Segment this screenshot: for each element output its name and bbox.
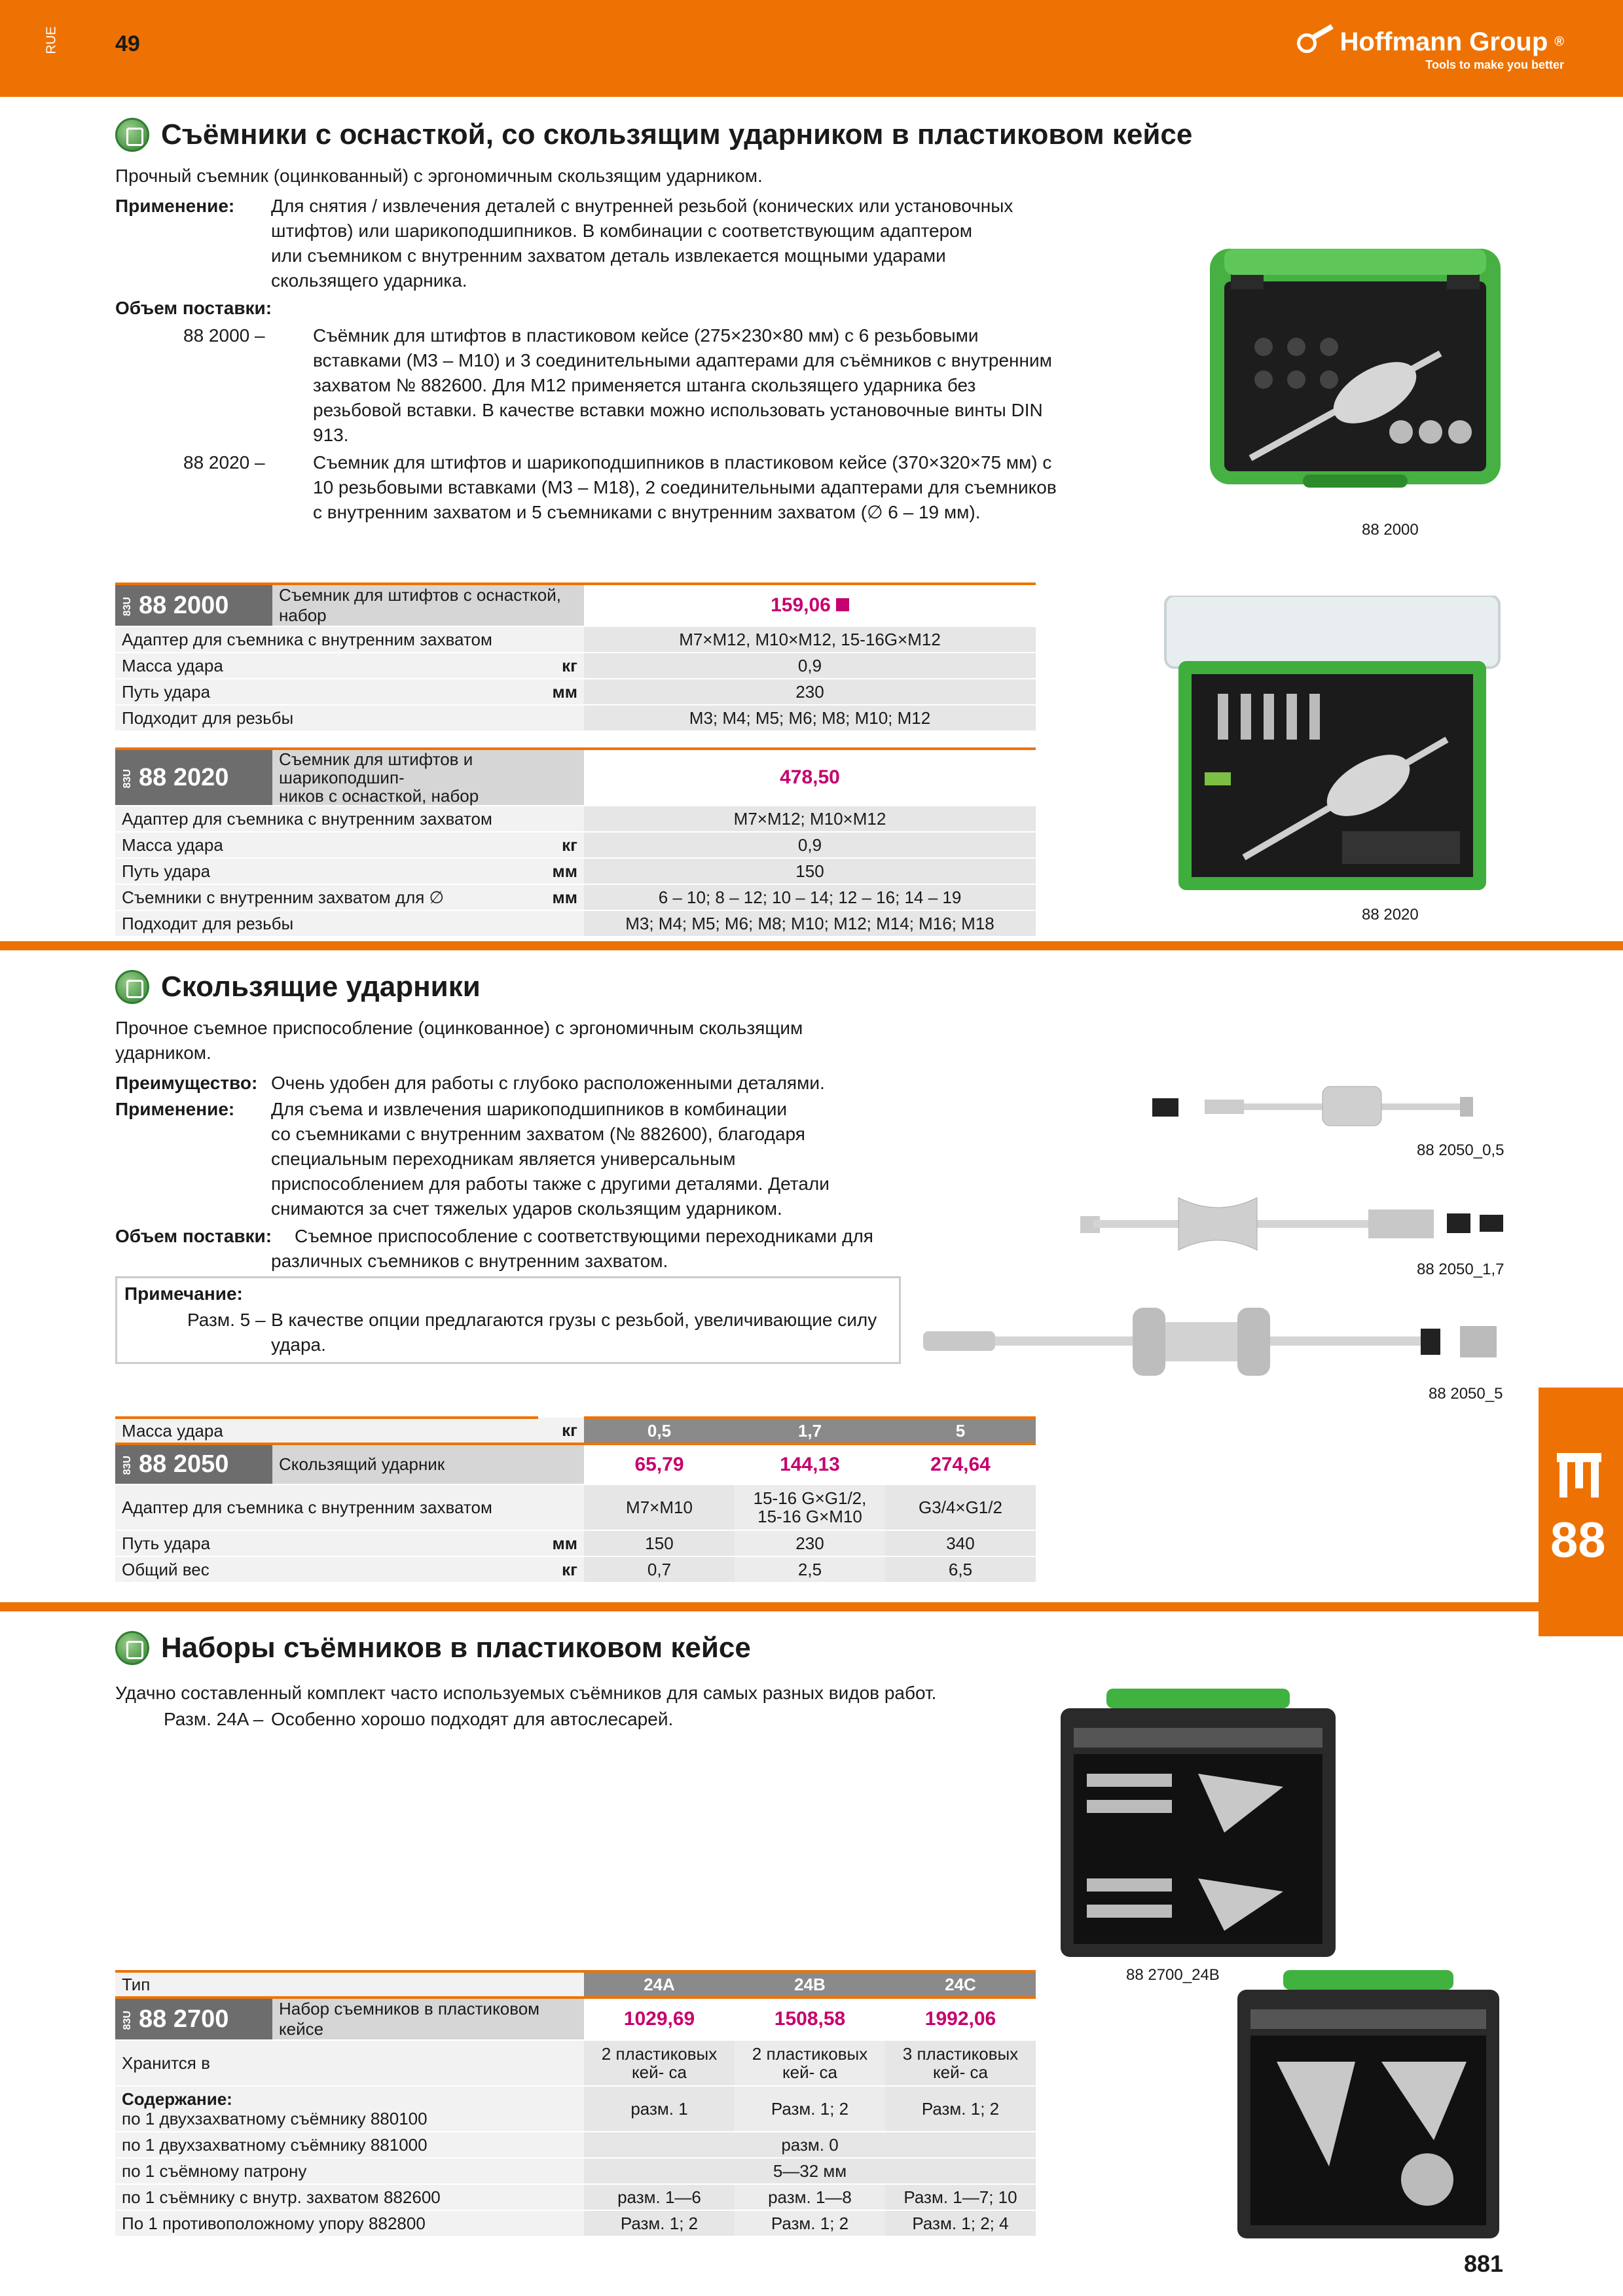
- section-divider: [0, 1602, 1623, 1611]
- scope-label: Объем поставки:: [115, 298, 272, 318]
- table-row: по 1 двухзахватному съёмнику 881000 разм. 0: [115, 2132, 1036, 2158]
- table-row: Путь удара мм 150 230 340: [115, 1530, 1036, 1556]
- table-row: Общий вес кг 0,7 2,5 6,5: [115, 1556, 1036, 1583]
- spec-table-882700: [115, 1970, 1036, 2237]
- table-header-row: Масса удара кг 0,5 1,7 5: [115, 1418, 1036, 1444]
- table-row: Подходит для резьбы M3; M4; M5; M6; M8; M10; M12: [115, 705, 1036, 731]
- apply-text: Для снятия / извлечения деталей с внутренней резьбой (конических или установочных штифтов) или шарикоподшипников. В комбинации с соответствующим адаптером или съемником с внутренним захватом деталь извлекается мощными ударами скользящего ударника.: [271, 196, 1013, 291]
- page-number-bottom: 881: [1464, 2250, 1504, 2277]
- advantage-text: Очень удобен для работы с глубоко расположенными деталями.: [271, 1073, 825, 1093]
- language-code: RUE: [44, 26, 59, 54]
- image-caption: 88 2700_24B: [1126, 1966, 1220, 1984]
- item-text: Съёмник для штифтов в пластиковом кейсе (275×230×80 мм) с 6 резьбовыми вставками (М3 – М10) и 3 соединительными адаптерами для съёмников с внутренним захватом № 882600. Для М12 применяется штанга скользящего ударника без резьбовой вставки. В качестве вставки можно использовать установочные винты DIN 913.: [313, 325, 1052, 445]
- price: 478,50: [584, 749, 1036, 806]
- price: 1508,58: [735, 1998, 885, 2040]
- note-text: В качестве опции предлагаются грузы с резьбой, увеличивающие силу удара.: [271, 1310, 877, 1355]
- image-caption: 88 2020: [1362, 906, 1419, 924]
- intro-text: Прочный съемник (оцинкованный) с эргономичным скользящим ударником.: [115, 166, 763, 186]
- note-label: Примечание:: [124, 1283, 243, 1304]
- category-icon: [115, 1631, 149, 1665]
- hoffmann-logo-icon: [1297, 29, 1334, 56]
- table-row: Путь удара мм 150: [115, 858, 1036, 884]
- article-number: 83U 88 2000: [115, 584, 272, 626]
- advantage-label: Преимущество:: [115, 1073, 258, 1093]
- table-row: Содержание: по 1 двухзахватному съёмнику 880100 разм. 1 Разм. 1; 2 Разм. 1; 2: [115, 2086, 1036, 2132]
- product-image-882000: [1205, 236, 1506, 497]
- item-number: 88 2000 –: [183, 325, 265, 346]
- puller-category-icon: [1553, 1449, 1605, 1501]
- intro-text: Прочное съемное приспособление (оцинкованное) с эргономичным скользящим ударником.: [115, 1018, 803, 1063]
- article-description: Скользящий ударник: [272, 1444, 584, 1484]
- section-title: Скользящие ударники: [115, 970, 481, 1004]
- table-row: Хранится в 2 пластиковых кей- са 2 пластиковых кей- са 3 пластиковых кей- са: [115, 2040, 1036, 2086]
- scope-label: Объем поставки:: [115, 1226, 272, 1246]
- article-number: 83U 88 2700: [115, 1998, 272, 2040]
- image-caption: 88 2000: [1362, 521, 1419, 539]
- article-description: Съемник для штифтов и шарикоподшип- ников с оснасткой, набор: [272, 749, 584, 806]
- table-row: Масса удара кг 0,9: [115, 832, 1036, 858]
- table-row: Адаптер для съемника с внутренним захватом M7×M10 15-16 G×G1/2, 15-16 G×M10 G3/4×G1/2: [115, 1484, 1036, 1530]
- table-header-row: Тип 24A 24B 24C: [115, 1971, 1036, 1998]
- category-icon: [115, 970, 149, 1004]
- price: 1029,69: [584, 1998, 735, 2040]
- spec-table-882020: [115, 747, 1036, 937]
- apply-label: Применение:: [115, 1099, 235, 1119]
- product-image-set-case-top: [1054, 1689, 1342, 1964]
- page-number-top: 49: [115, 31, 140, 56]
- price: 159,06: [584, 584, 1036, 626]
- article-description: Набор съемников в пластиковом кейсе: [272, 1998, 584, 2040]
- image-caption: 88 2050_5: [1429, 1385, 1503, 1403]
- article-description: Съемник для штифтов с оснасткой, набор: [272, 584, 584, 626]
- article-number: 83U 88 2020: [115, 749, 272, 806]
- image-caption: 88 2050_1,7: [1417, 1261, 1504, 1278]
- section-divider: [0, 941, 1623, 950]
- intro-text: Удачно составленный комплект часто используемых съёмников для самых разных видов работ.: [115, 1683, 937, 1703]
- note-number: Разм. 5 –: [187, 1310, 266, 1330]
- item-number: 88 2020 –: [183, 452, 265, 473]
- table-row: Адаптер для съемника с внутренним захватом M7×M12, M10×M12, 15-16G×M12: [115, 626, 1036, 653]
- brand-tagline: Tools to make you better: [1425, 58, 1564, 71]
- note-text: Особенно хорошо подходят для автослесарей.: [271, 1709, 674, 1729]
- spec-table-882000: [115, 583, 1036, 732]
- product-image-slide-hammer-5: [923, 1302, 1512, 1381]
- table-row: по 1 съёмнику с внутр. захватом 882600 разм. 1—6 разм. 1—8 Разм. 1—7; 10: [115, 2184, 1036, 2210]
- item-text: Съемник для штифтов и шарикоподшипников в пластиковом кейсе (370×320×75 мм) с 10 резьбовыми вставками (М3 – М18), 2 соединительными адаптерами для съемников с внутренним захватом и 5 съемниками с внутренним захватом (∅ 6 – 19 мм).: [313, 452, 1057, 522]
- product-image-slide-hammer-1-7: [1080, 1191, 1512, 1257]
- price: 274,64: [885, 1444, 1036, 1484]
- article-number: 83U 88 2050: [115, 1444, 272, 1484]
- image-caption: 88 2050_0,5: [1417, 1141, 1504, 1159]
- table-row: Путь удара мм 230: [115, 679, 1036, 705]
- table-row: Съемники с внутренним захватом для ∅ мм 6 – 10; 8 – 12; 10 – 14; 12 – 16; 14 – 19: [115, 884, 1036, 910]
- price-marker-icon: [836, 598, 849, 611]
- price: 65,79: [584, 1444, 735, 1484]
- table-row: По 1 противоположному упору 882800 Разм. 1; 2 Разм. 1; 2 Разм. 1; 2; 4: [115, 2210, 1036, 2236]
- section-title: Наборы съёмников в пластиковом кейсе: [115, 1631, 751, 1665]
- brand-name: Hoffmann Group: [1340, 27, 1548, 56]
- product-image-slide-hammer-0-5: [1152, 1080, 1506, 1132]
- table-row: Адаптер для съемника с внутренним захватом M7×M12; M10×M12: [115, 806, 1036, 832]
- scope-text: Съемное приспособление с соответствующими переходниками для различных съемников с внутренним захватом.: [271, 1226, 873, 1271]
- apply-label: Применение:: [115, 196, 235, 216]
- section-title: Съёмники с оснасткой, со скользящим ударником в пластиковом кейсе: [115, 118, 1192, 152]
- table-row: Подходит для резьбы M3; M4; M5; M6; M8; M10; M12; M14; M16; M18: [115, 910, 1036, 937]
- apply-text: Для съема и извлечения шарикоподшипников в комбинации со съемниками с внутренним захватом (№ 882600), благодаря специальным переходникам является универсальным приспособлением для работы также с другими деталями. Детали снимаются за счет тяжелых ударов скользящим ударником.: [271, 1099, 830, 1219]
- product-image-set-case-open: [1231, 1970, 1506, 2245]
- price: 144,13: [735, 1444, 885, 1484]
- note-number: Разм. 24A –: [164, 1709, 264, 1729]
- table-row: Масса удара кг 0,9: [115, 653, 1036, 679]
- product-image-882020: [1159, 596, 1506, 897]
- price: 1992,06: [885, 1998, 1036, 2040]
- category-number: 88: [1550, 1513, 1606, 1568]
- spec-table-882050: [115, 1416, 1036, 1583]
- page-header: [0, 0, 1623, 97]
- category-icon: [115, 118, 149, 152]
- table-row: по 1 съёмному патрону 5—32 мм: [115, 2158, 1036, 2184]
- brand-logo: Hoffmann Group ® Tools to make you better: [1297, 27, 1564, 72]
